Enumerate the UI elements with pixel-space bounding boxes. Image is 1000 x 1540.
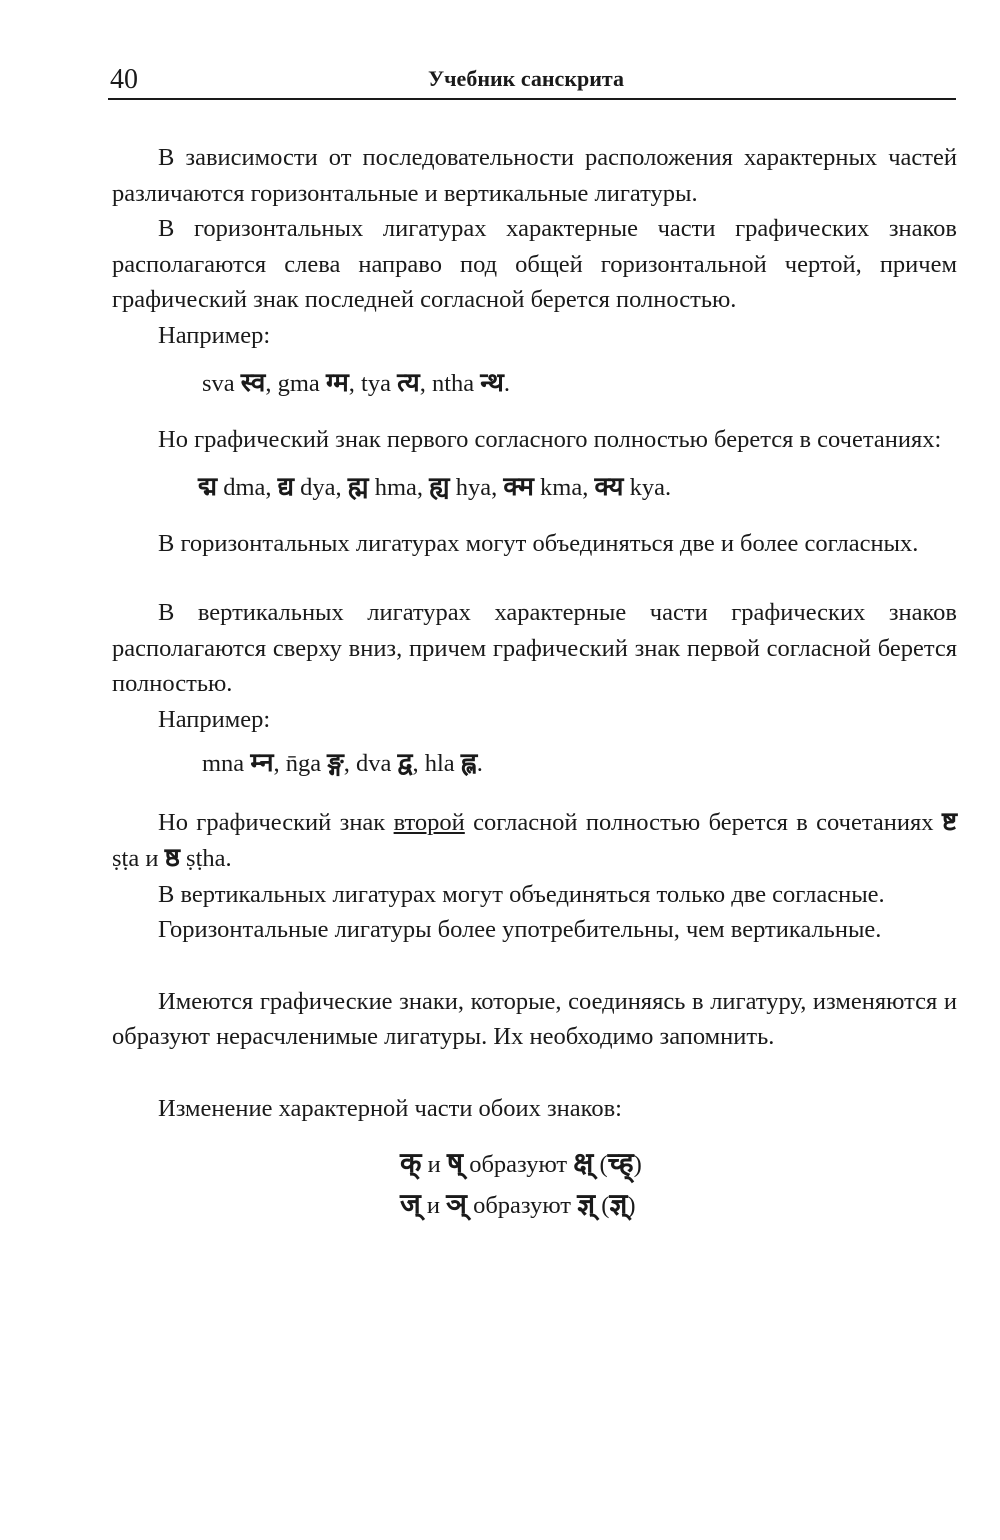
devanagari-ligature: क्म <box>503 472 534 501</box>
paragraph-indivisible: Имеются графические знаки, которые, соединяясь в лигатуру, изменяются и образуют нерасчленимые лигатуры. Их необходимо запомнить. <box>112 987 957 1050</box>
paragraph-vertical-ligatures: В вертикальных лигатурах характерные части графических знаков располагаются сверху вниз, причем графический знак первой согласной берется полностью. <box>112 599 957 697</box>
translit: n̄ga <box>285 750 322 777</box>
devanagari-ligature: ङ्ग <box>327 748 344 777</box>
devanagari-ligature: क्य <box>594 472 624 501</box>
devanagari-ligature: ष्ट <box>941 806 958 836</box>
translit: dma <box>223 474 266 501</box>
translit: dya <box>300 474 336 501</box>
underlined-word: второй <box>393 808 465 836</box>
translit: tya <box>361 370 391 397</box>
devanagari-ligature: ग्म <box>325 368 349 397</box>
label-example: Например: <box>158 705 271 733</box>
page-body <box>112 140 957 1226</box>
translit: kya <box>629 474 665 501</box>
example-vertical: mna म्न, n̄ga ङ्ग, dva द्व, hla ह्ल. <box>202 748 483 777</box>
translit: mna <box>202 750 245 777</box>
page-number: 40 <box>110 64 138 95</box>
translit: gma <box>277 370 320 397</box>
devanagari-ligature: ह्य <box>429 472 450 501</box>
paragraph-first-consonant: Но графический знак первого согласного полностью берется в сочетаниях: <box>158 425 942 453</box>
ligature-rule: ज् и ञ् образуют ज्ञ् (ज्ञ्) <box>400 1189 636 1220</box>
paragraph-two-or-more: В горизонтальных лигатурах могут объединяться две и более согласных. <box>158 529 919 557</box>
devanagari-ligature: ष्ठ <box>164 843 180 872</box>
translit: ṣṭha <box>186 845 226 872</box>
translit: hla <box>424 750 455 777</box>
ligature-rule: क् и ष् образуют क्ष् (च्ह्) <box>400 1148 642 1179</box>
devanagari-ligature: द्म <box>198 472 218 501</box>
translit: kma <box>540 474 583 501</box>
paragraph-change-both: Изменение характерной части обоих знаков: <box>158 1094 622 1122</box>
paragraph-horizontal-ligatures: В горизонтальных лигатурах характерные части графических знаков располагаются слева направо под общей горизонтальной чертой, причем графический знак последней согласной берется полностью. <box>112 215 957 313</box>
devanagari-ligature: त्य <box>397 368 420 397</box>
translit: dva <box>355 750 392 777</box>
example-horizontal: sva स्व, gma ग्म, tya त्य, ntha न्थ. <box>202 368 510 397</box>
paragraph-only-two: В вертикальных лигатурах могут объединяться только две согласные. <box>158 880 885 908</box>
devanagari-ligature: स्व <box>240 368 266 397</box>
running-title: Учебник санскрита <box>428 66 624 91</box>
devanagari-ligature: द्य <box>277 472 295 501</box>
translit: hya <box>455 474 492 501</box>
devanagari-ligature: म्न <box>250 748 274 777</box>
translit: ntha <box>431 370 475 397</box>
translit: ṣṭa <box>112 845 140 872</box>
devanagari-ligature: द्व <box>397 748 413 777</box>
paragraph-ligature-types: В зависимости от последовательности расположения характерных частей различаются горизонтальные и вертикальные лигатуры. <box>112 144 957 207</box>
page-header <box>108 62 956 100</box>
paragraph-second-consonant: Но графический знак второй согласной полностью берется в сочетаниях ष्ट ṣṭa и ष्ठ ṣṭha. <box>112 806 958 872</box>
paragraph-usage: Горизонтальные лигатуры более употребительны, чем вертикальные. <box>158 916 882 943</box>
translit: sva <box>202 370 235 397</box>
devanagari-ligature: ह्म <box>347 472 369 501</box>
example-first-consonant: द्म dma, द्य dya, ह्म hma, ह्य hya, क्म kma, क्य kya. <box>198 472 672 501</box>
ligature-rules <box>112 1144 957 1226</box>
devanagari-ligature: ह्ल <box>460 748 477 777</box>
devanagari-ligature: न्थ <box>480 368 504 397</box>
label-example: Например: <box>158 321 271 349</box>
translit: hma <box>374 474 417 501</box>
